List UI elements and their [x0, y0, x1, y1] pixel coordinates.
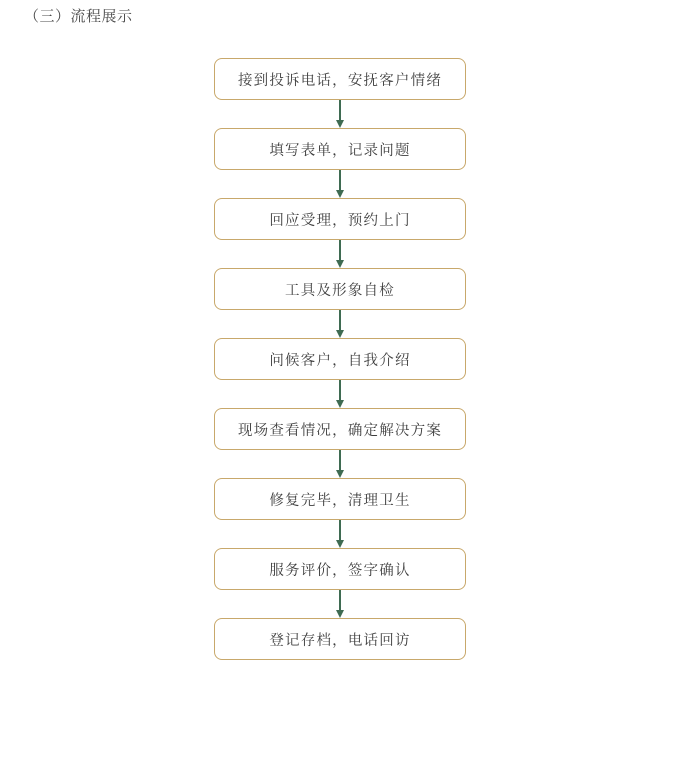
flow-node — [214, 268, 466, 310]
flow-node-label: 回应受理，预约上门 — [269, 212, 411, 229]
flow-node — [214, 58, 466, 100]
flow-arrow-down-icon — [333, 450, 347, 478]
page-title: （三）流程展示 — [24, 8, 133, 25]
flow-node — [214, 338, 466, 380]
flow-arrow-down-icon — [333, 310, 347, 338]
flow-arrow-down-icon — [333, 170, 347, 198]
flow-node-label: 工具及形象自检 — [285, 282, 395, 299]
flowchart — [0, 58, 680, 660]
flow-arrow-down-icon — [333, 240, 347, 268]
flow-arrow-down-icon — [333, 100, 347, 128]
flow-node — [214, 128, 466, 170]
flow-node — [214, 618, 466, 660]
flow-node-label: 问候客户，自我介绍 — [269, 352, 411, 369]
flow-arrow-down-icon — [333, 590, 347, 618]
flow-node-label: 登记存档，电话回访 — [269, 632, 411, 649]
flow-node-label: 接到投诉电话，安抚客户情绪 — [237, 72, 443, 89]
flow-node — [214, 548, 466, 590]
flow-arrow-down-icon — [333, 380, 347, 408]
flow-node — [214, 198, 466, 240]
flow-node — [214, 408, 466, 450]
flow-node — [214, 478, 466, 520]
flow-node-label: 服务评价，签字确认 — [269, 562, 411, 579]
flow-node-label: 现场查看情况，确定解决方案 — [237, 422, 443, 439]
flow-node-label: 填写表单，记录问题 — [269, 142, 411, 159]
flow-arrow-down-icon — [333, 520, 347, 548]
flow-node-label: 修复完毕，清理卫生 — [269, 492, 411, 509]
